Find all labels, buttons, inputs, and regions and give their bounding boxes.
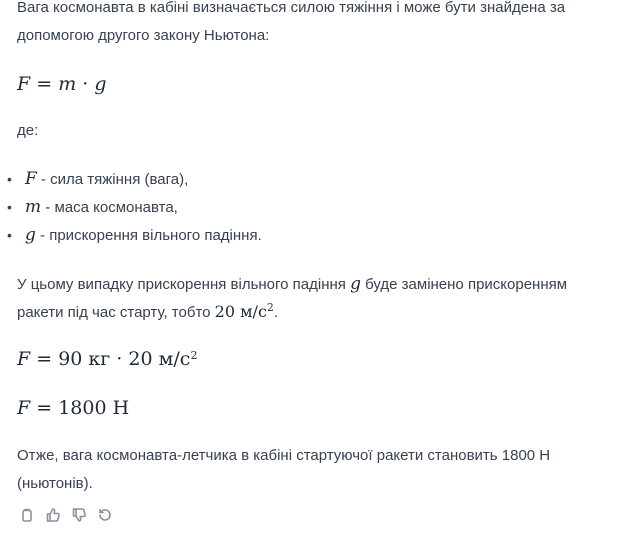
eq3-equals: = (36, 397, 53, 419)
bullet: • (7, 227, 12, 243)
regenerate-icon[interactable] (96, 506, 114, 524)
para2-text-b: буде замінено прискоренням (360, 276, 568, 293)
where-label: де: (17, 122, 39, 139)
para2-superscript: 2 (266, 301, 274, 314)
def-text: - сила тяжіння (вага), (36, 171, 189, 188)
equation-substitution (17, 345, 197, 373)
para2-text-c: ракети під час старту, тобто (17, 304, 215, 321)
eq2-dot: · (116, 348, 123, 370)
eq3-result: 1800 Н (58, 397, 130, 419)
eq2-mass: 90 кг (58, 348, 111, 370)
thumbs-down-icon[interactable] (70, 506, 88, 524)
eq1-equals: = (36, 73, 53, 95)
para2-text-a: У цьому випадку прискорення вільного падіння (17, 276, 351, 293)
equation-result (17, 394, 129, 422)
equation-newton (17, 70, 107, 98)
eq3-lhs: F (17, 397, 31, 419)
intro-line-1: Вага космонавта в кабіні визначається силою тяжіння і може бути знайдена за (17, 0, 566, 16)
paragraph-2-line-1 (17, 270, 567, 299)
def-text: - маса космонавта, (41, 199, 178, 216)
eq1-g: g (94, 73, 107, 95)
paragraph-2-line-2 (17, 298, 278, 328)
eq2-acceleration: 20 м/с (128, 348, 191, 370)
intro-line-2: допомогою другого закону Ньютона: (17, 27, 270, 44)
message-actions (18, 505, 114, 525)
conclusion-line-1: Отже, вага космонавта-летчика в кабіні стартуючої ракети становить 1800 Н (17, 447, 551, 464)
bullet: • (7, 199, 12, 215)
def-symbol: F (25, 169, 37, 189)
definition-item-gravity (7, 221, 262, 249)
def-symbol: g (25, 225, 36, 245)
para2-period: . (273, 304, 279, 321)
copy-icon[interactable] (18, 506, 36, 524)
definition-item-mass (7, 193, 262, 221)
thumbs-up-icon[interactable] (44, 506, 62, 524)
eq1-dot: · (82, 73, 89, 95)
eq2-superscript: 2 (190, 349, 198, 362)
definition-item-force (7, 165, 262, 193)
conclusion-line-2: (ньютонів). (17, 475, 93, 492)
eq2-equals: = (36, 348, 53, 370)
def-symbol: m (25, 197, 42, 217)
eq2-lhs: F (17, 348, 31, 370)
definitions-list (7, 165, 262, 249)
para2-symbol-g: g (350, 274, 361, 294)
eq1-lhs: F (17, 73, 31, 95)
para2-acceleration: 20 м/с (214, 302, 267, 321)
eq1-m: m (58, 73, 77, 95)
bullet: • (7, 171, 12, 187)
def-text: - прискорення вільного падіння. (35, 227, 262, 244)
